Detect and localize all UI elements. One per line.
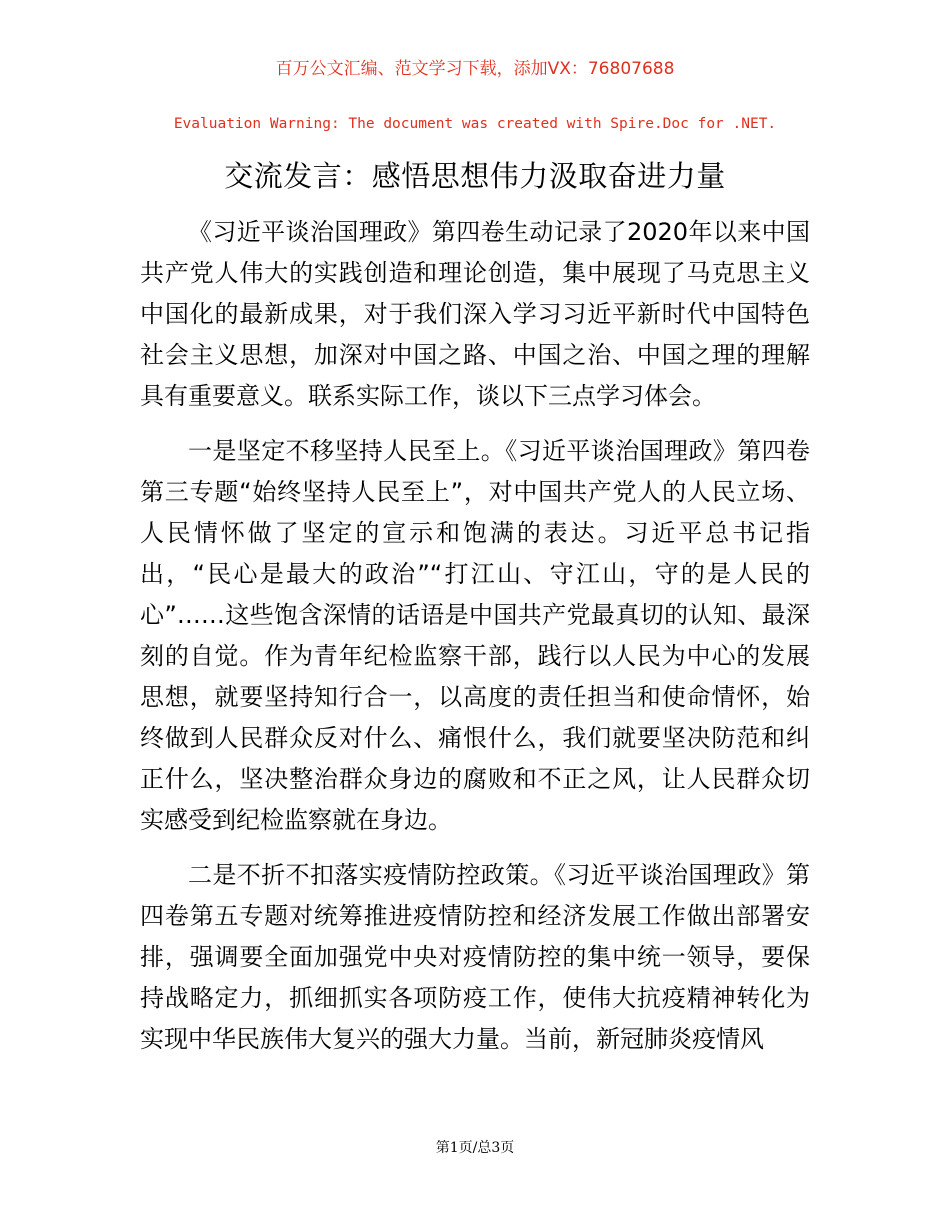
paragraph-point-one: 一是坚定不移坚持人民至上。《习近平谈治国理政》第四卷第三专题“始终坚持人民至上”，对中国共产党人的人民立场、人民情怀做了坚定的宣示和饱满的表达。习近平总书记指出，“民心是最大的政治”“打江山、守江山，守的是人民的心”……这些饱含深情的话语是中国共产党最真切的认知、最深刻的自觉。作为青年纪检监察干部，践行以人民为中心的发展思想，就要坚持知行合一，以高度的责任担当和使命情怀，始终做到人民群众反对什么、痛恨什么，我们就要坚决防范和纠正什么，坚决整治群众身边的腐败和不正之风，让人民群众切实感受到纪检监察就在身边。 [140, 437, 810, 834]
paragraph-intro: 《习近平谈治国理政》第四卷生动记录了2020年以来中国共产党人伟大的实践创造和理论创造，集中展现了马克思主义中国化的最新成果，对于我们深入学习习近平新时代中国特色社会主义思想，加深对中国之路、中国之治、中国之理的理解具有重要意义。联系实际工作，谈以下三点学习体会。 [140, 218, 810, 410]
document-title: 交流发言：感悟思想伟力汲取奋进力量 [224, 159, 726, 193]
evaluation-warning: Evaluation Warning: The document was created with Spire.Doc for .NET. [173, 116, 777, 132]
promo-header: 百万公文汇编、范文学习下载，添加VX：76807688 [275, 59, 675, 79]
page-number: 第1页/总3页 [435, 1140, 515, 1156]
paragraph-point-two: 二是不折不扣落实疫情防控政策。《习近平谈治国理政》第四卷第五专题对统筹推进疫情防控和经济发展工作做出部署安排，强调要全面加强党中央对疫情防控的集中统一领导，要保持战略定力，抓细抓实各项防疫工作，使伟大抗疫精神转化为实现中华民族伟大复兴的强大力量。当前，新冠肺炎疫情风 [140, 861, 810, 1053]
document-body [140, 212, 810, 1074]
